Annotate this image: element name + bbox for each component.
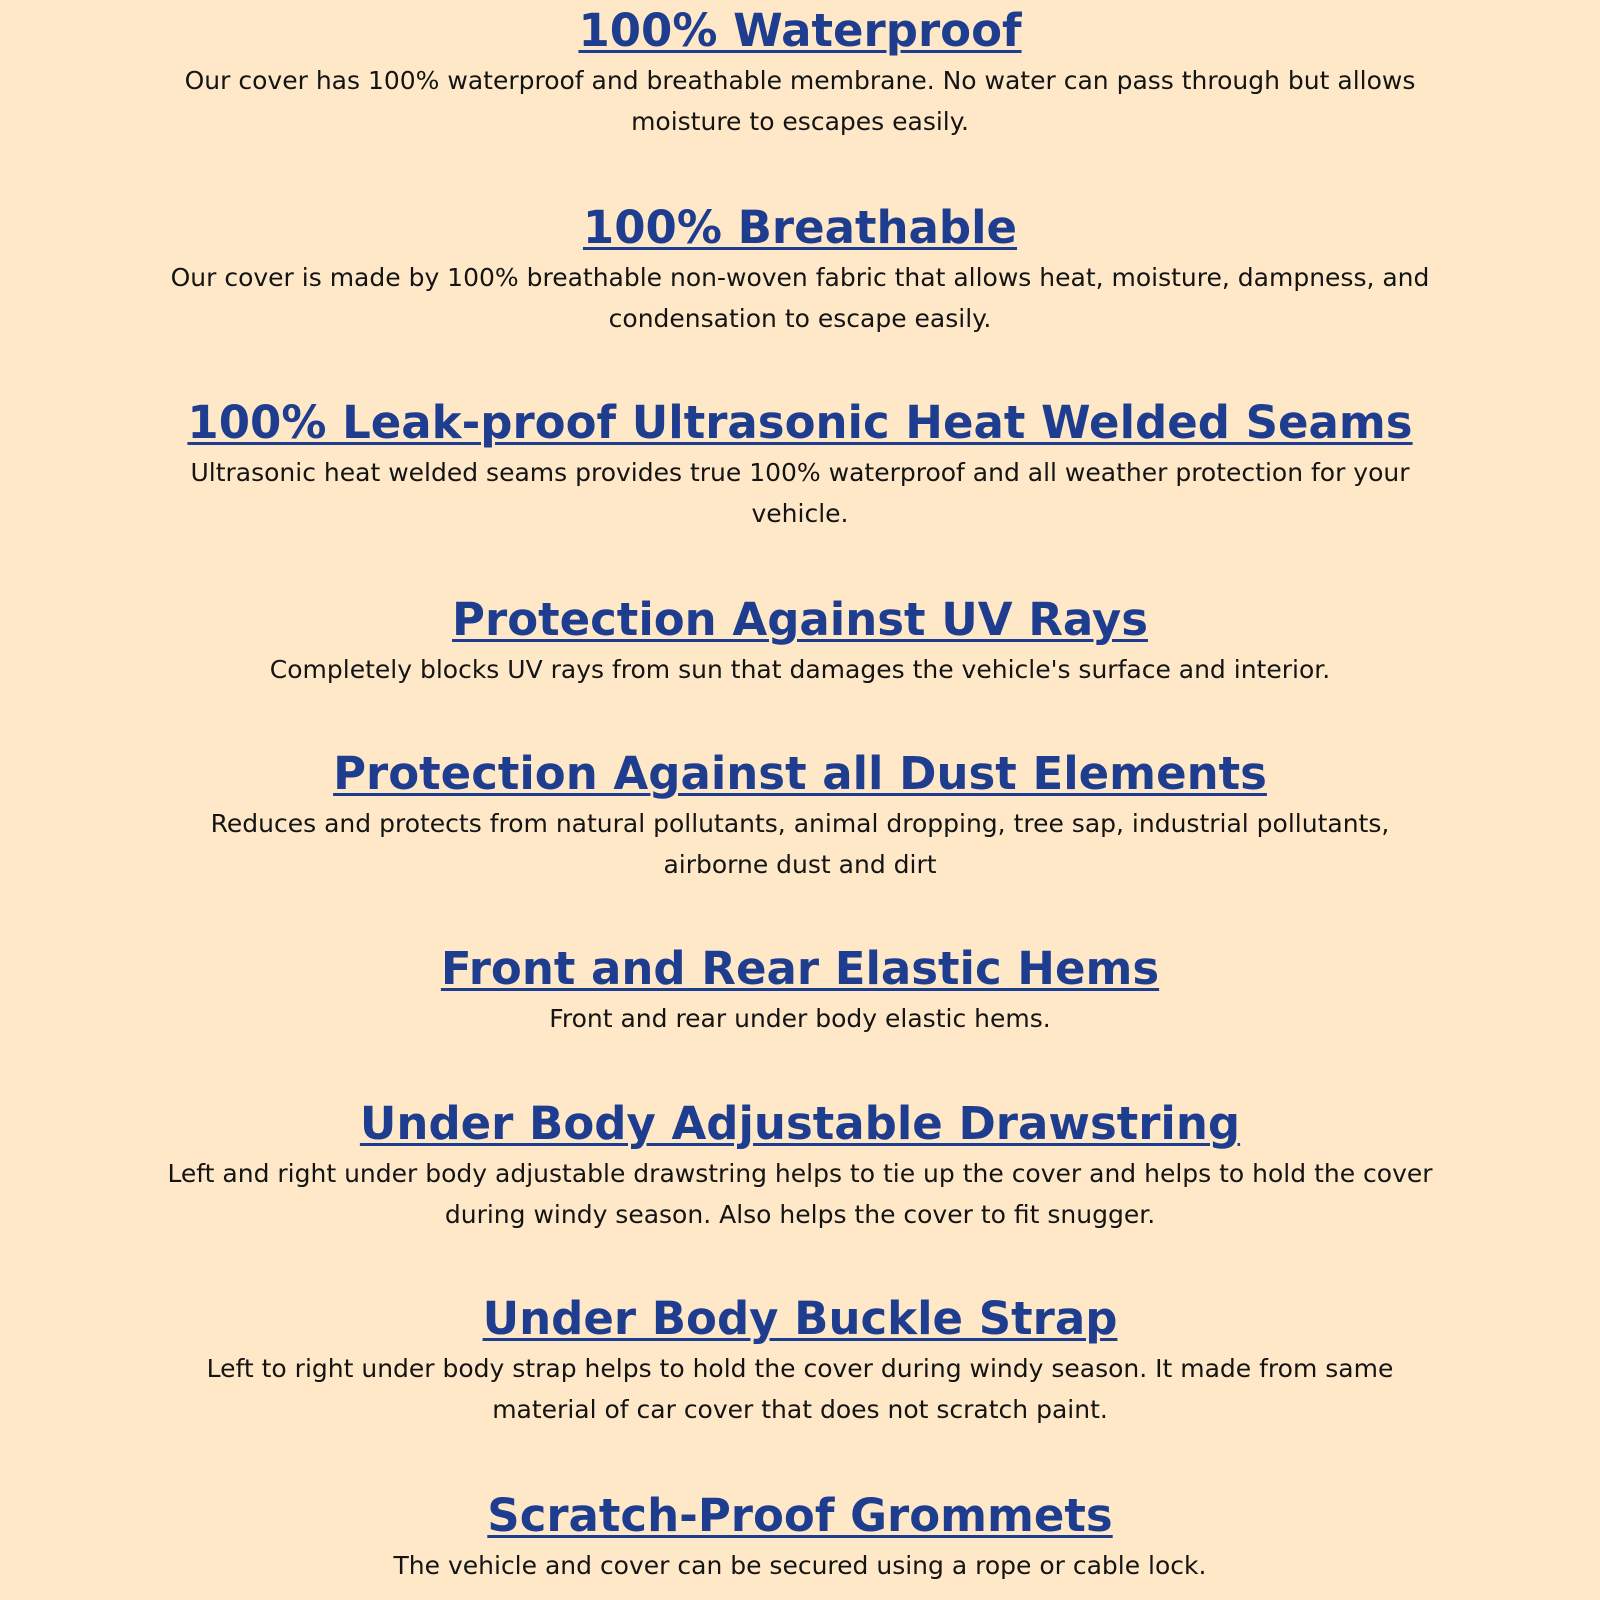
feature-title-link[interactable]: Under Body Adjustable Drawstring (359, 1097, 1241, 1150)
feature-description: Left to right under body strap helps to hold the cover during windy season. It made from same material of car cover that does not scratch paint. (206, 1354, 1394, 1424)
feature-dust-protection (160, 745, 1440, 885)
feature-grommets (160, 1487, 1440, 1586)
feature-title-link[interactable]: Front and Rear Elastic Hems (440, 942, 1160, 995)
feature-title-link[interactable]: Protection Against all Dust Elements (333, 747, 1267, 800)
feature-description: Our cover has 100% waterproof and breathable membrane. No water can pass through but allows moisture to escapes easily. (184, 66, 1416, 136)
feature-description: The vehicle and cover can be secured using a rope or cable lock. (393, 1551, 1207, 1580)
feature-title-link[interactable]: 100% Leak-proof Ultrasonic Heat Welded Seams (187, 396, 1413, 449)
feature-drawstring (160, 1095, 1440, 1235)
feature-description: Front and rear under body elastic hems. (549, 1004, 1051, 1033)
feature-waterproof (160, 2, 1440, 142)
feature-buckle-strap (160, 1290, 1440, 1430)
feature-description: Ultrasonic heat welded seams provides true 100% waterproof and all weather protection for your vehicle. (190, 458, 1410, 528)
feature-title-link[interactable]: 100% Waterproof (578, 4, 1022, 57)
feature-elastic-hems (160, 940, 1440, 1039)
feature-title-link[interactable]: Scratch-Proof Grommets (487, 1489, 1113, 1542)
feature-description: Reduces and protects from natural pollutants, animal dropping, tree sap, industrial pollutants, airborne dust and dirt (210, 809, 1390, 879)
feature-title-link[interactable]: 100% Breathable (582, 201, 1018, 254)
feature-description: Completely blocks UV rays from sun that damages the vehicle's surface and interior. (269, 655, 1331, 684)
feature-description: Left and right under body adjustable drawstring helps to tie up the cover and helps to hold the cover during windy season. Also helps the cover to fit snugger. (167, 1159, 1433, 1229)
feature-breathable (160, 199, 1440, 339)
feature-title-link[interactable]: Under Body Buckle Strap (482, 1292, 1118, 1345)
feature-welded-seams (160, 394, 1440, 534)
feature-uv-protection (160, 591, 1440, 690)
feature-description: Our cover is made by 100% breathable non-woven fabric that allows heat, moisture, dampness, and condensation to escape easily. (170, 263, 1430, 333)
feature-title-link[interactable]: Protection Against UV Rays (452, 593, 1148, 646)
